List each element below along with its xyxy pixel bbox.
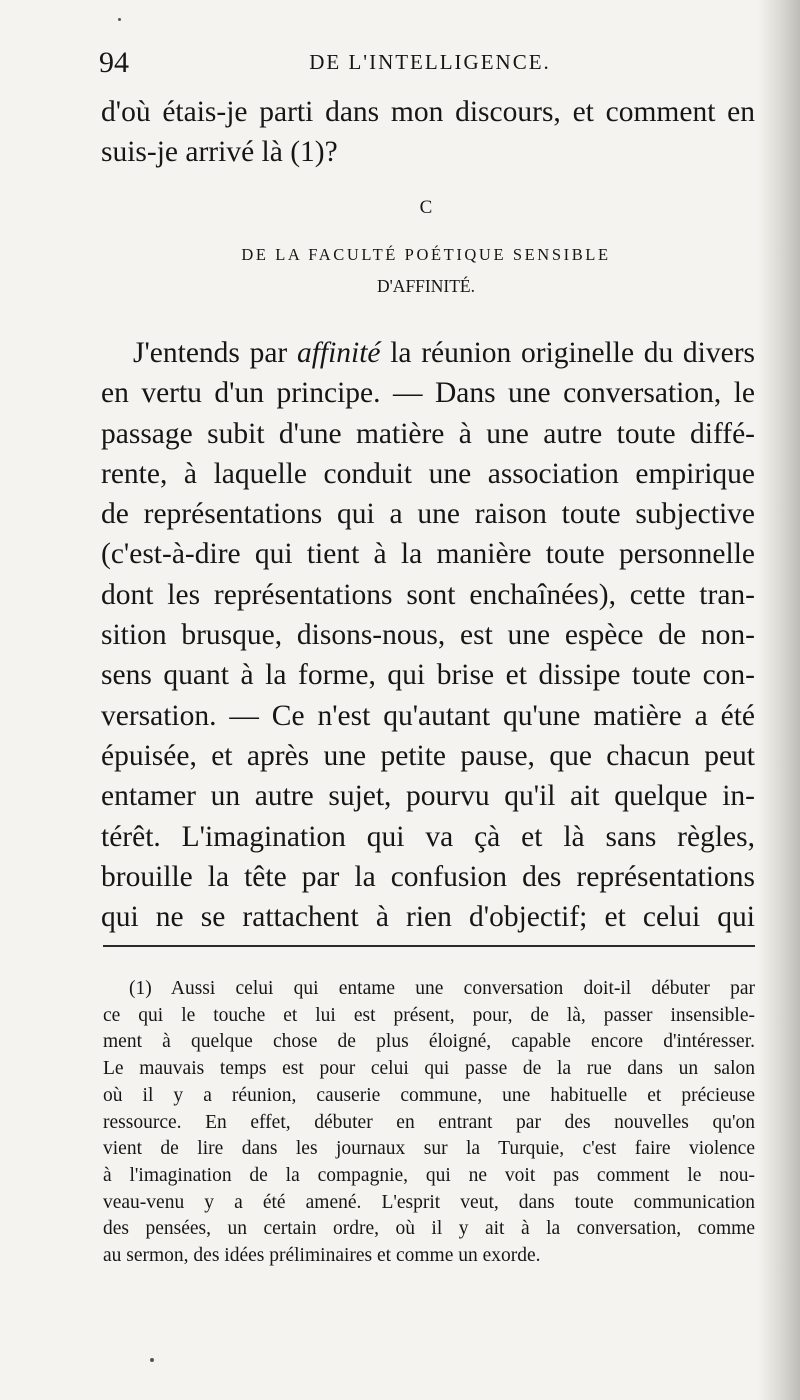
text-line-first <box>101 333 755 373</box>
text-line: en vertu d'un principe. — Dans une conversation, le <box>101 377 755 410</box>
footnote-line: où il y a réunion, causerie commune, une habituelle et précieuse <box>103 1084 755 1106</box>
section-subtitle: D'AFFINITÉ. <box>377 276 475 296</box>
section-letter: C <box>419 197 433 218</box>
text-line: térêt. L'imagination qui va çà et là sans règles, <box>101 820 755 853</box>
ink-speck <box>150 1358 154 1362</box>
text-line: brouille la tête par la confusion des représentations <box>101 860 755 893</box>
text-line: d'où étais-je parti dans mon discours, et comment en <box>101 96 755 128</box>
text-fragment: la réunion originelle du divers <box>380 337 755 369</box>
footnote-line: veau-venu y a été amené. L'esprit veut, dans toute communication <box>103 1191 755 1213</box>
text-line: suis-je arrivé là (1)? <box>101 136 338 169</box>
text-line: sition brusque, disons-nous, est une espèce de non- <box>101 619 755 652</box>
footnote <box>103 976 755 1270</box>
text-line: versation. — Ce n'est qu'autant qu'une matière a été <box>101 699 755 732</box>
ink-speck <box>118 18 121 21</box>
text-line: passage subit d'une matière à une autre toute diffé- <box>101 417 755 450</box>
text-line: (c'est-à-dire qui tient à la manière toute personnelle <box>101 538 755 571</box>
text-line: entamer un autre sujet, pourvu qu'il ait quelque in- <box>101 780 755 813</box>
footnote-line: (1) Aussi celui qui entame une conversation doit-il débuter par <box>129 978 755 999</box>
footnote-line: ment à quelque chose de plus éloigné, capable encore d'intéresser. <box>103 1031 755 1053</box>
opening-text <box>101 92 755 173</box>
main-paragraph <box>101 333 755 937</box>
footnote-line: des pensées, un certain ordre, où il y ait à la conversation, comme <box>103 1218 755 1240</box>
footnote-line: au sermon, des idées préliminaires et comme un exorde. <box>103 1245 541 1267</box>
footnote-line: ce qui le touche et lui est présent, pour, de là, passer insensible- <box>103 1004 755 1026</box>
italic-term: affinité <box>296 337 381 369</box>
text-line: rente, à laquelle conduit une association empirique <box>101 457 755 490</box>
page-number: 94 <box>99 46 129 79</box>
text-line: de représentations qui a une raison toute subjective <box>101 498 755 531</box>
running-title: DE L'INTELLIGENCE. <box>309 50 551 74</box>
footnote-line: vient de lire dans les journaux sur la Turquie, c'est faire violence <box>103 1138 755 1160</box>
footnote-rule <box>103 945 755 947</box>
page-header <box>0 46 800 86</box>
section-title: DE LA FACULTÉ POÉTIQUE SENSIBLE <box>241 245 611 264</box>
text-line: sens quant à la forme, qui brise et dissipe toute con- <box>101 659 755 692</box>
footnote-line: à l'imagination de la compagnie, qui ne voit pas comment le nou- <box>103 1164 755 1186</box>
text-line: épuisée, et après une petite pause, que chacun peut <box>101 739 755 772</box>
footnote-line: ressource. En effet, débuter en entrant par des nouvelles qu'on <box>103 1111 755 1133</box>
text-line: dont les représentations sont enchaînées), cette tran- <box>101 578 755 611</box>
text-line: qui ne se rattachent à rien d'objectif; et celui qui <box>101 901 755 934</box>
text-fragment: J'entends par <box>133 337 297 369</box>
footnote-line: Le mauvais temps est pour celui qui passe de la rue dans un salon <box>103 1058 755 1080</box>
